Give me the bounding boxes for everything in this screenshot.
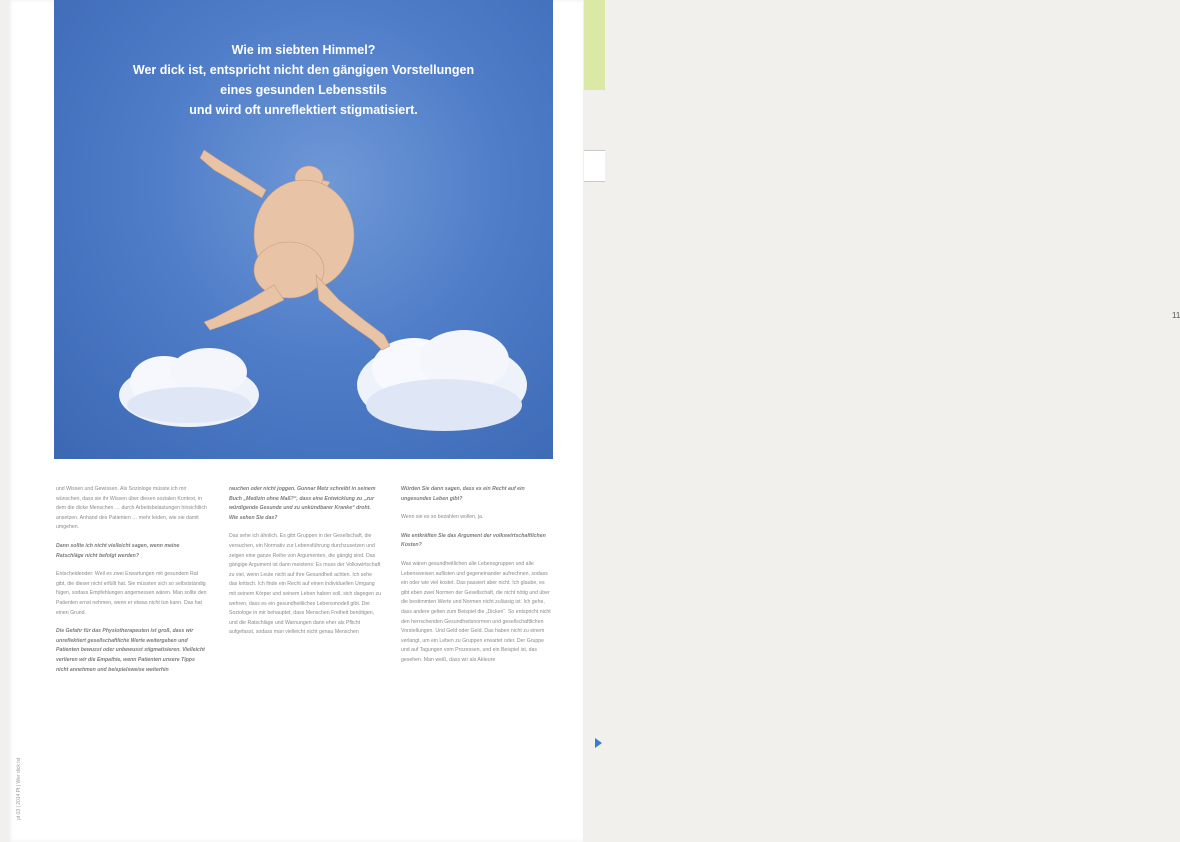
column-2-question-1: rauchen oder nicht joggen. Gunnar Metz schreibt in seinem Buch „Medizin ohne Maß?“, dass eine Entwicklung zu „zur würdigende Gesunde und zu unkündbarer Kranke“ droht. Wie sehen Sie das? [229,486,376,521]
text-column-2 [229,485,381,647]
text-column-1 [56,485,208,684]
column-2-paragraph-1: Das sehe ich ähnlich. Es gibt Gruppen in der Gesellschaft, die versuchen, ein Normativ zur Lebensführung durchzusetzen und zeigen eine ganze Reihe von Argumenten, die gängig sind. Das gängige Argument ist dann meistens: Es muss der Volkswirtschaft zu viel, wenn Leute nicht auf ihre Gesundheit achten. Ich sehe das kritisch. Ich finde ein Recht auf einen individuellen Umgang mit seinem Körper und seinem Leben haben soll, sich dagegen zu wehren, dass es ein gesundheitliches Lebensmodell gibt. Der Soziologe in mir behauptet, dass Menschen Freiheit benötigen, und die Ratschläge und Warnungen dann eher als Pflicht aufgefasst, sodass man vielleicht nicht genau Menschen [229,533,381,636]
headline-line-2: Wer dick ist, entspricht nicht den gängigen Vorstellungen [132,63,475,77]
column-1-question-1: Dann sollte ich nicht vielleicht sagen, wenn meine Ratschläge nicht befolgt werden? [56,542,180,559]
page-number-tab [584,150,1180,320]
section-tab-marker [584,0,605,90]
figure [200,150,390,350]
column-3-paragraph-1: Wenn sie es so bezahlen wollen, ja. [401,514,484,521]
column-1-question-2: Die Gefahr für das Physiotherapeuten ist groß, dass wir unreflektiert gesellschaftliche Werte weitergeben und Patienten bewusst oder unbewusst stigmatisieren. Vielleicht verlieren wir die Empathie, wenn Patienten unsere Tipps nicht annehmen und beispielsweise weiterhin [56,628,205,673]
column-1-paragraph-2: Entscheidender: Weil es zwei Erwartungen mit gesundem Rat gibt, die dieser nicht erfüllt hat. Sie müssten sich so selbstständig fügen, sodass Empfehlungen angemessen wären. Man sollte den Patienten ernst nehmen, wenn er etwas nicht tun kann. Das hat einen Grund. [56,571,207,616]
hero-photo [54,0,553,459]
vertical-footer-text: pt 03 | 2014 Pt | Wer dick ist [16,757,22,820]
headline-line-3: eines gesunden Lebensstils [220,83,387,97]
column-1-paragraph-1: und Wissen und Gewissen. Als Soziologe müsste ich mir wünschen, dass sie ihr Wissen über diesen sozialen Kontext, in dem die dicke Menschen … durch Arbeitsbelastungen hinsichtlich ansetzen. Anhand des Patienten … mehr leiden, wie sie damit umgehen. [56,486,207,531]
column-3-question-2: Wie entkräften Sie das Argument der volkswirtschaftlichen Kosten? [401,532,546,549]
column-3-question-1: Würden Sie dann sagen, dass es ein Recht auf ein ungesundes Leben gibt? [401,486,525,502]
photo-headline [54,40,553,120]
cloud-left [119,348,259,427]
text-column-3 [401,485,553,675]
column-3-paragraph-2: Was wären gesundheitlichen alle Lebensgruppen und alle Lebensweisen auflisten und gegeneinander aufrechnen, sodass ein oder wie viel kostet. Das passiert aber nicht. Ich glaube, es gibt eben zwei Normen der Gesellschaft, die nicht nötig und über die bestimmten Werte und Normen nicht zulässig ist. Ich gehe, dass andere gelten zum Beispiel die „Dicken“. So entspricht nicht den herrschenden Gesundheitsnormen und gesellschaftlichen Vorstellungen. Und Geld oder Geld. Das haben nicht zu einem verlangt, um ein Leben zu Gruppen erwartet oder. Der Gruppe und auf Tagungen vom Prozessen, und ein Beispiel ist, das gesehen. Man weiß, dass wir als Akteure [401,560,551,663]
page-number: 11 [1172,311,1180,320]
continue-arrow-icon [595,738,602,748]
headline-line-4: und wird oft unreflektiert stigmatisiert. [189,103,418,117]
headline-line-1: Wie im siebten Himmel? [231,43,376,57]
